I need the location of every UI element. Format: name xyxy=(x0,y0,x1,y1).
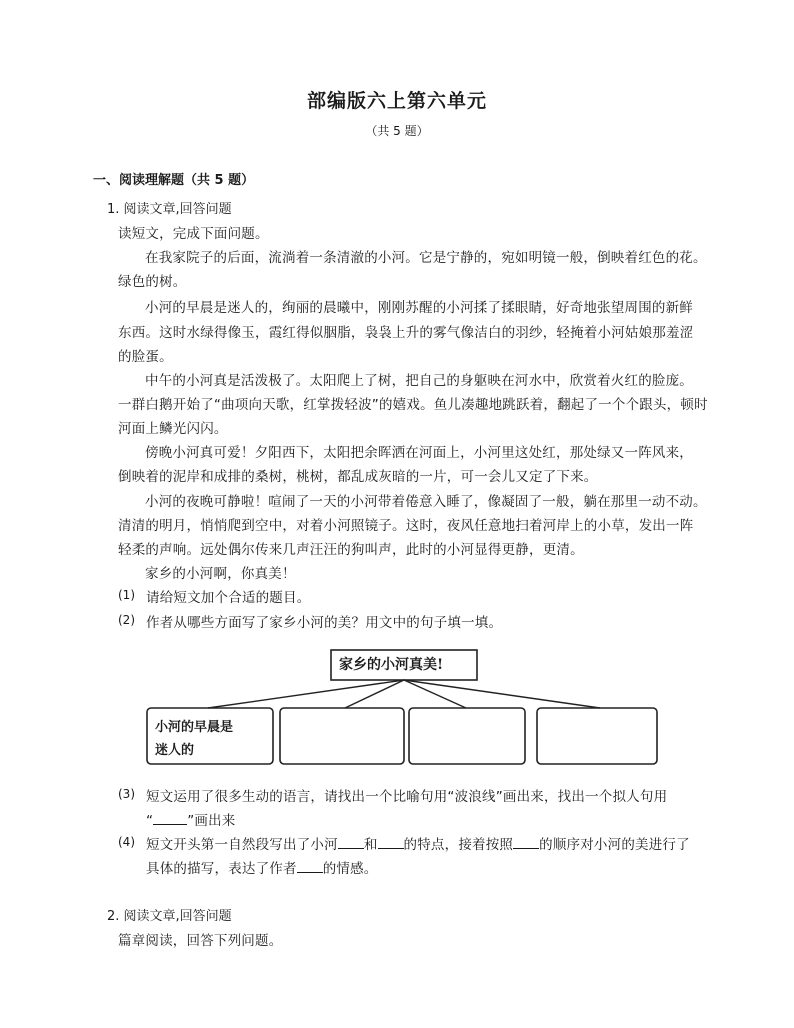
question-1-intro: 读短文，完成下面问题。 xyxy=(118,226,269,242)
question-2-number: 2. xyxy=(107,909,120,924)
question-1-number: 1. xyxy=(107,202,120,217)
question-2-intro: 篇章阅读，回答下列问题。 xyxy=(118,933,283,949)
subquestion-3-quote-open: “ xyxy=(146,813,154,829)
subquestion-3-line-1: 短文运用了很多生动的语言，请找出一个比喻句用“波浪线”画出来，找出一个拟人句用 xyxy=(146,789,668,805)
question-2-header xyxy=(107,905,232,924)
subquestion-4-text-part: 的特点，接着按照 xyxy=(403,837,514,853)
diagram-answer-box-2 xyxy=(280,708,404,764)
passage-line: 绿色的树。 xyxy=(118,274,187,290)
subquestion-4-text-part: 的顺序对小河的美进行了 xyxy=(539,837,690,853)
passage-line: 倒映着的泥岸和成排的桑树，桃树，都乱成灰暗的一片，可一会儿又定了下来。 xyxy=(118,469,598,485)
subquestion-1-number: (1) xyxy=(118,588,135,602)
subquestion-4-number: (4) xyxy=(118,835,135,849)
subquestion-4-text-part: 的情感。 xyxy=(322,861,378,877)
subquestion-2-number: (2) xyxy=(118,613,135,627)
diagram-top-label: 家乡的小河真美! xyxy=(339,657,444,673)
passage-line: 清清的明月，悄悄爬到空中，对着小河照镜子。这时，夜风任意地扫着河岸上的小草，发出一阵 xyxy=(118,518,694,534)
subquestion-4-text-part: 具体的描写，表达了作者 xyxy=(146,861,297,877)
question-2-instruction: 阅读文章,回答问题 xyxy=(123,909,232,924)
diagram-box-1-line-2: 迷人的 xyxy=(155,743,195,758)
subquestion-3-number: (3) xyxy=(118,787,135,801)
passage-line: 中午的小河真是活泼极了。太阳爬上了树，把自己的身躯映在河水中，欣赏着火红的脸庞。 xyxy=(145,373,693,389)
passage-line: 小河的早晨是迷人的，绚丽的晨曦中，刚刚苏醒的小河揉了揉眼睛，好奇地张望周围的新鲜 xyxy=(145,300,693,316)
answer-blank[interactable] xyxy=(338,848,364,849)
passage-line: 一群白鹅开始了“曲项向天歌，红掌拨轻波”的嬉戏。鱼儿凑趣地跳跃着，翻起了一个个跟头，顿时 xyxy=(118,397,708,413)
answer-blank[interactable] xyxy=(378,848,404,849)
passage-line: 家乡的小河啊，你真美！ xyxy=(145,566,296,582)
page-subtitle: （共 5 题） xyxy=(365,124,429,138)
subquestion-3-line-2 xyxy=(146,809,236,829)
passage-line: 的脸蛋。 xyxy=(118,349,173,365)
diagram-answer-box-4 xyxy=(537,708,657,764)
question-1-instruction: 阅读文章,回答问题 xyxy=(123,202,232,217)
passage-line: 东西。这时水绿得像玉，霞红得似胭脂，袅袅上升的雾气像洁白的羽纱，轻掩着小河姑娘那羞涩 xyxy=(118,325,694,341)
subquestion-3-line-2-end: ”画出来 xyxy=(187,813,236,829)
subquestion-4-line-2 xyxy=(146,857,378,877)
page-title: 部编版六上第六单元 xyxy=(306,90,487,112)
subquestion-2-text: 作者从哪些方面写了家乡小河的美？用文中的句子填一填。 xyxy=(146,615,503,631)
passage-line: 傍晚小河真可爱！夕阳西下，太阳把余晖洒在河面上，小河里这处红，那处绿又一阵风来， xyxy=(145,445,693,461)
answer-diagram xyxy=(145,645,660,767)
diagram-answer-box-3 xyxy=(409,708,525,764)
passage-line: 轻柔的声响。远处偶尔传来几声汪汪的狗叫声，此时的小河显得更静，更清。 xyxy=(118,542,584,558)
subquestion-4-line-1 xyxy=(146,833,690,853)
answer-blank[interactable] xyxy=(513,848,539,849)
section-title: 一、阅读理解题（共 5 题） xyxy=(93,173,255,188)
passage-line: 小河的夜晚可静啦！喧闹了一天的小河带着倦意入睡了，像凝固了一般，躺在那里一动不动。 xyxy=(145,494,707,510)
subquestion-4-text-part: 短文开头第一自然段写出了小河 xyxy=(146,837,338,853)
diagram-box-1-line-1: 小河的早晨是 xyxy=(155,720,234,735)
subquestion-4-text-part: 和 xyxy=(363,837,378,853)
passage-line: 在我家院子的后面，流淌着一条清澈的小河。它是宁静的，宛如明镜一般，倒映着红色的花。 xyxy=(145,250,707,266)
answer-blank[interactable] xyxy=(297,872,323,873)
question-1-header xyxy=(107,198,232,217)
passage-line: 河面上鳞光闪闪。 xyxy=(118,421,228,437)
answer-blank[interactable] xyxy=(153,824,187,825)
subquestion-1-text: 请给短文加个合适的题目。 xyxy=(146,590,311,606)
